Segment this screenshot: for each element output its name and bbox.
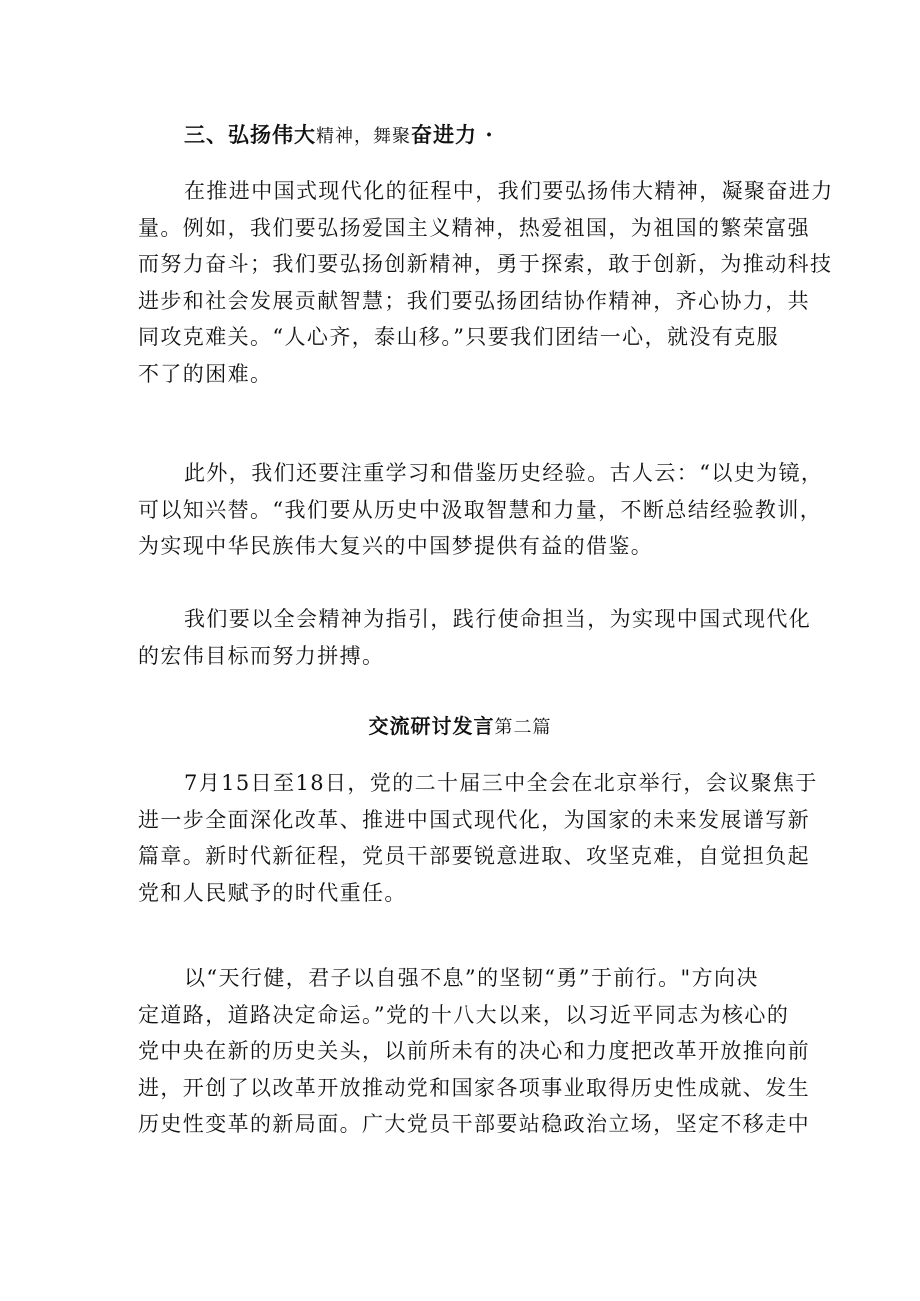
section-title-small: 第二篇 [494, 717, 552, 738]
heading-text-main: 三、弘扬伟大 [184, 122, 316, 147]
paragraph-line: 党中央在新的历史关头，以前所未有的决心和力度把改革开放推向前 [138, 1039, 810, 1064]
paragraph-line: 此外，我们还要注重学习和借鉴历史经验。古人云：“以史为镜， [184, 461, 824, 485]
paragraph-line: 进一步全面深化改革、推进中国式现代化，为国家的未来发展谱写新 [138, 807, 810, 832]
paragraph-courage [138, 960, 810, 1143]
paragraph-line: 而努力奋斗；我们要弘扬创新精神，勇于探索，敢于创新，为推动科技 [138, 252, 833, 277]
paragraph-line: 我们要以全会精神为指引，践行使命担当，为实现中国式现代化 [184, 607, 812, 631]
paragraph-line: 进步和社会发展贡献智慧；我们要弘扬团结协作精神，齐心协力，共 [138, 288, 810, 313]
paragraph-line: 历史性变革的新局面。广大党员干部要站稳政治立场，坚定不移走中 [138, 1112, 810, 1137]
paragraph-line: 同攻克难关。“人心齐，泰山移。”只要我们团结一心，就没有克服 [138, 325, 779, 350]
paragraph-line: 篇章。新时代新征程，党员干部要锐意进取、攻坚克难，自觉担负起 [138, 844, 810, 869]
paragraph-line: 为实现中华民族伟大复兴的中国梦提供有益的借鉴。 [138, 534, 654, 559]
paragraph-line: 不了的困难。 [138, 361, 273, 386]
paragraph-line: 量。例如，我们要弘扬爱国主义精神，热爱祖国，为祖国的繁荣富强 [138, 215, 810, 240]
section-heading-three [184, 119, 494, 149]
paragraph-spirit [138, 173, 834, 393]
paragraph-line: 党和人民赋予的时代重任。 [138, 880, 407, 905]
paragraph-mission [138, 601, 812, 674]
paragraph-line: 在推进中国式现代化的征程中，我们要弘扬伟大精神，凝聚奋进力 [184, 179, 834, 203]
heading-dot: · [485, 122, 494, 147]
heading-text-main-2: 奋进力 [411, 122, 477, 147]
paragraph-history [138, 455, 824, 565]
section-title-main: 交流研讨发言 [368, 714, 495, 738]
paragraph-plenary [138, 765, 818, 911]
paragraph-line: 以“天行健，君子以自强不息”的坚韧“勇”于前行。"方向决 [184, 966, 759, 990]
paragraph-line: 7月15日至18日，党的二十届三中全会在北京举行，会议聚焦于 [184, 771, 818, 795]
paragraph-line: 的宏伟目标而努力拼搏。 [138, 643, 385, 668]
heading-text-small: 精神，舞聚 [316, 126, 411, 147]
paragraph-line: 进，开创了以改革开放推动党和国家各项事业取得历史性成就、发生 [138, 1075, 810, 1100]
section-title [0, 710, 920, 739]
paragraph-line: 定道路，道路决定命运。”党的十八大以来，以习近平同志为核心的 [138, 1002, 790, 1027]
paragraph-line: 可以知兴替。“我们要从历史中汲取智慧和力量，不断总结经验教训， [138, 497, 823, 522]
